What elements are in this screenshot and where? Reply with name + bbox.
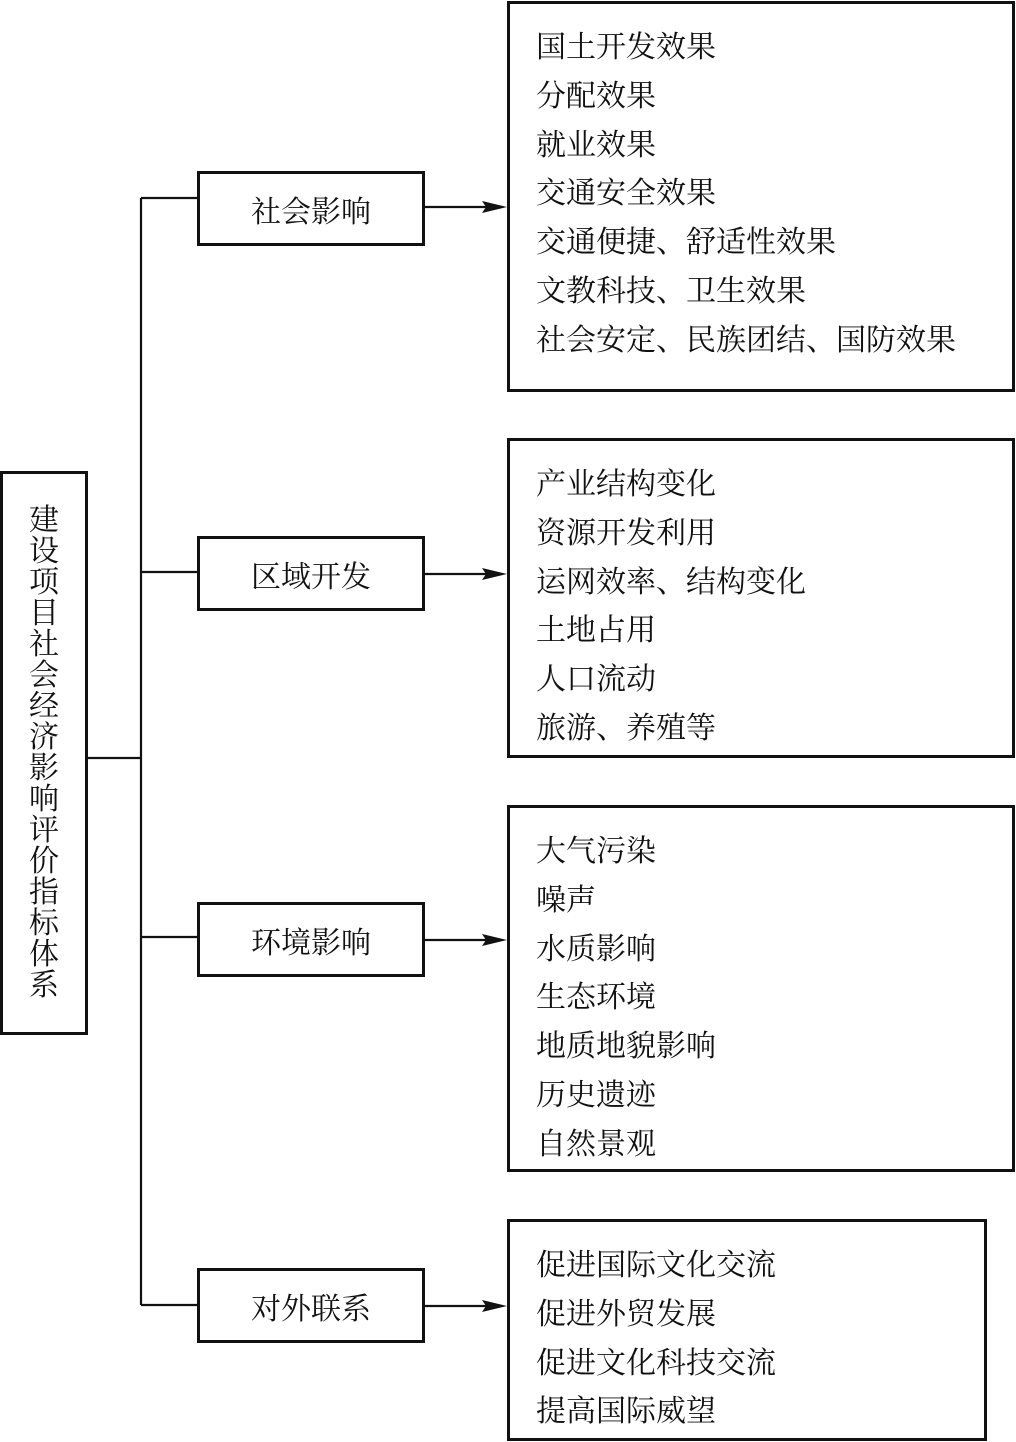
list-item: 噪声 [536,882,596,918]
items-box-environment [507,805,1015,1172]
category-node-regional [197,536,425,611]
list-item: 水质影响 [536,931,656,967]
list-item: 土地占用 [536,613,656,649]
root-title-char: 社 [29,627,59,662]
list-item: 交通便捷、舒适性效果 [536,225,836,261]
root-title [29,505,59,1001]
list-item: 文教科技、卫生效果 [536,273,806,309]
list-item: 提高国际威望 [536,1394,716,1430]
category-node-social [197,171,425,246]
list-item: 促进外贸发展 [536,1296,716,1332]
list-item: 就业效果 [536,127,656,163]
category-node-environment [197,902,425,977]
root-title-char: 标 [29,906,59,941]
root-title-char: 体 [29,937,59,972]
item-list [536,24,1012,366]
category-label: 环境影响 [251,925,371,961]
root-title-char: 设 [29,534,59,569]
category-label: 区域开发 [251,559,371,595]
root-title-char: 系 [29,968,59,1003]
root-title-char: 目 [29,596,59,631]
items-box-regional [507,438,1015,758]
item-list [536,461,1012,754]
list-item: 促进文化科技交流 [536,1345,776,1381]
list-item: 大气污染 [536,834,656,869]
root-node [0,471,88,1035]
category-label: 社会影响 [251,194,371,230]
root-title-char: 建 [29,503,59,538]
item-list [536,828,1012,1170]
list-item: 交通安全效果 [536,176,716,212]
list-item: 自然景观 [536,1126,656,1162]
list-item: 国土开发效果 [536,30,716,65]
list-item: 促进国际文化交流 [536,1248,776,1283]
list-item: 资源开发利用 [536,515,716,551]
category-label: 对外联系 [251,1291,371,1327]
root-title-char: 指 [29,875,59,910]
category-node-external [197,1268,425,1343]
list-item: 分配效果 [536,78,656,114]
item-list [536,1242,984,1437]
root-title-char: 评 [29,813,59,848]
items-box-external [507,1219,987,1441]
list-item: 地质地貌影响 [536,1029,716,1065]
list-item: 生态环境 [536,980,656,1016]
root-title-char: 项 [29,565,59,600]
list-item: 运网效率、结构变化 [536,564,806,600]
items-box-social [507,1,1015,392]
root-title-char: 价 [29,844,59,879]
list-item: 产业结构变化 [536,467,716,502]
root-title-char: 影 [29,751,59,786]
list-item: 旅游、养殖等 [536,710,716,746]
list-item: 人口流动 [536,662,656,698]
list-item: 历史遗迹 [536,1077,656,1113]
root-title-char: 济 [29,720,59,755]
root-title-char: 经 [29,689,59,724]
list-item: 社会安定、民族团结、国防效果 [536,322,956,358]
root-title-char: 会 [29,658,59,693]
root-title-char: 响 [29,782,59,817]
